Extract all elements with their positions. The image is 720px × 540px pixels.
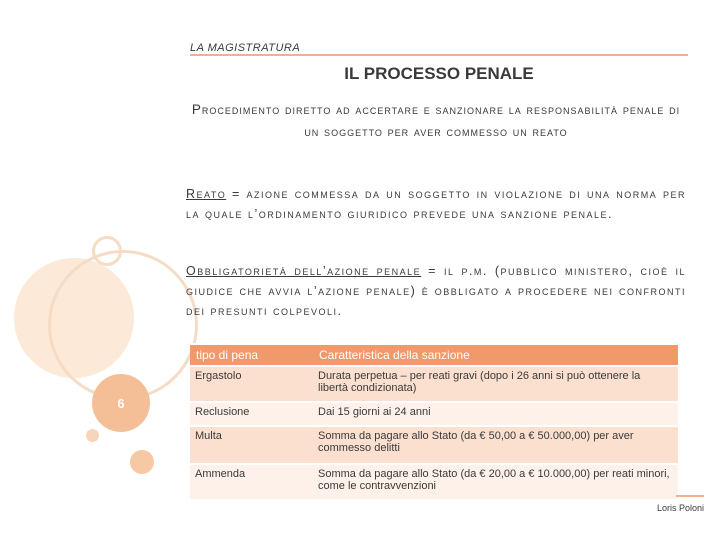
decorative-circle-small-outline xyxy=(92,236,122,266)
table-row xyxy=(190,402,678,426)
table-header-caratteristica: Caratteristica della sanzione xyxy=(313,344,678,366)
header-divider xyxy=(190,54,688,56)
reato-term: Reato xyxy=(186,187,227,201)
decorative-dot-medium xyxy=(130,450,154,474)
table-cell-descr: Durata perpetua – per reati gravi (dopo i 26 anni si può ottenere la libertà condizionata) xyxy=(313,366,678,402)
obbligatorieta-text: = il p.m. (pubblico ministero, cioè il giudice che avvia l’azione penale) è obbligato a procedere nei confronti dei presunti colpevoli. xyxy=(186,264,686,318)
page-title: IL PROCESSO PENALE xyxy=(344,64,534,83)
table-cell-tipo: Reclusione xyxy=(190,402,313,426)
table-header-tipo: tipo di pena xyxy=(190,344,313,366)
table-header-row xyxy=(190,344,678,366)
footer-author: Loris Poloni xyxy=(656,503,704,513)
penalty-table xyxy=(190,343,678,499)
table-cell-tipo: Ergastolo xyxy=(190,366,313,402)
table-cell-tipo: Ammenda xyxy=(190,464,313,499)
reato-paragraph xyxy=(186,184,686,224)
table-row xyxy=(190,464,678,499)
footer-divider xyxy=(676,495,704,497)
table-cell-descr: Somma da pagare allo Stato (da € 50,00 a € 50.000,00) per aver commesso delitti xyxy=(313,426,678,464)
table-row xyxy=(190,366,678,402)
obbligatorieta-paragraph xyxy=(186,261,686,321)
table-cell-tipo: Multa xyxy=(190,426,313,464)
table-cell-descr: Dai 15 giorni ai 24 anni xyxy=(313,402,678,426)
slide-number-badge xyxy=(92,374,150,432)
section-label: LA MAGISTRATURA xyxy=(190,42,301,54)
obbligatorieta-term: Obbligatorietà dell’azione penale xyxy=(186,264,422,278)
table-row xyxy=(190,426,678,464)
slide-number: 6 xyxy=(117,396,125,411)
reato-text: = azione commessa da un soggetto in violazione di una norma per la quale l’ordinamento giuridico prevede una sanzione penale. xyxy=(186,187,686,221)
table-cell-descr: Somma da pagare allo Stato (da € 20,00 a € 10.000,00) per reati minori, come le contravvenzioni xyxy=(313,464,678,499)
definition-text: Procedimento diretto ad accertare e sanzionare la responsabilità penale di un soggetto per aver commesso un reato xyxy=(191,102,681,139)
decorative-dot-small xyxy=(86,429,99,442)
